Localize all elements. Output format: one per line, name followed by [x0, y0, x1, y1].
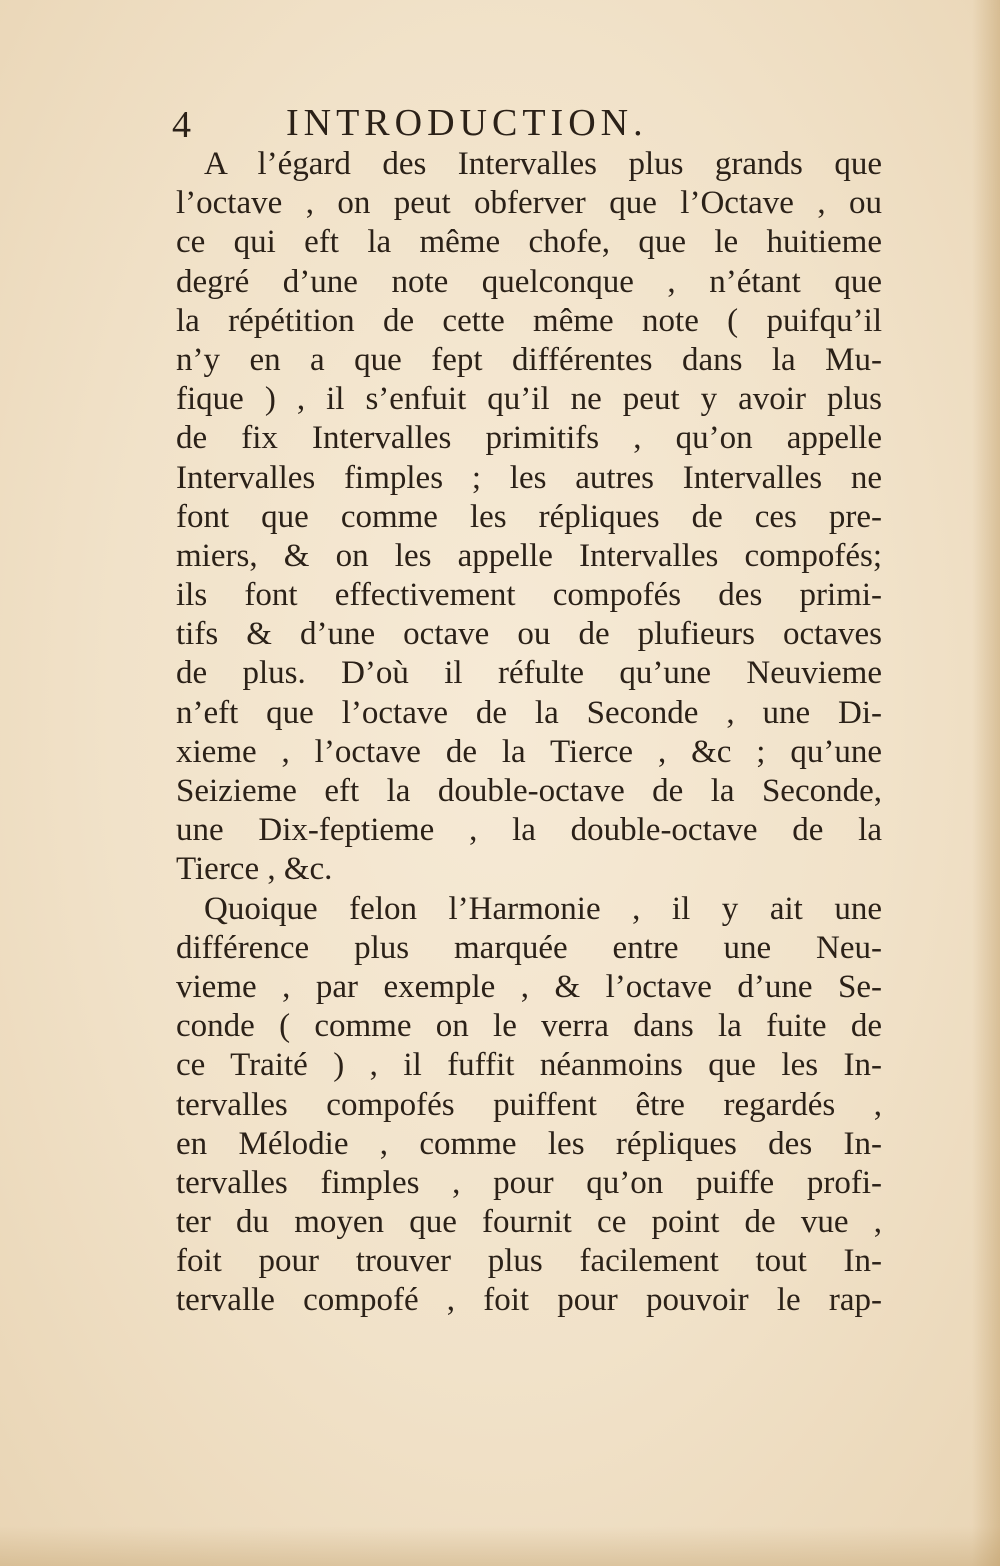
- text-line: Seizieme eft la double-octave de la Seconde,: [176, 773, 882, 809]
- text-line: vieme , par exemple , & l’octave d’une Se-: [176, 968, 882, 1005]
- running-title: INTRODUCTION.: [286, 102, 648, 144]
- text-line: conde ( comme on le verra dans la fuite de: [176, 1008, 882, 1045]
- text-line: l’octave , on peut obferver que l’Octave , ou: [176, 185, 882, 222]
- text-line: Quoique felon l’Harmonie , il y ait une: [204, 890, 882, 927]
- text-line: foit pour trouver plus facilement tout In-: [176, 1243, 882, 1280]
- text-line: en Mélodie , comme les répliques des In-: [176, 1125, 882, 1162]
- text-line: ils font effectivement compofés des primi-: [176, 577, 882, 614]
- text-line: ce Traité ) , il fuffit néanmoins que les In-: [176, 1047, 882, 1084]
- text-line: ter du moyen que fournit ce point de vue ,: [176, 1204, 882, 1241]
- text-line: Intervalles fimples ; les autres Intervalles ne: [176, 459, 882, 496]
- text-line: de plus. D’où il réfulte qu’une Neuvieme: [176, 655, 882, 692]
- text-line: n’eft que l’octave de la Seconde , une Di-: [176, 694, 882, 731]
- text-line: n’y en a que fept différentes dans la Mu-: [176, 341, 882, 378]
- page-bottom-shadow: [0, 1526, 1000, 1566]
- text-line: degré d’une note quelconque , n’étant que: [176, 263, 882, 300]
- text-line: xieme , l’octave de la Tierce , &c ; qu’une: [176, 733, 882, 770]
- text-line: de fix Intervalles primitifs , qu’on appelle: [176, 420, 882, 457]
- text-line: A l’égard des Intervalles plus grands que: [204, 146, 882, 182]
- page-number: 4: [172, 104, 191, 146]
- text-line: tifs & d’une octave ou de plufieurs octaves: [176, 616, 882, 653]
- text-line: une Dix-feptieme , la double-octave de la: [176, 812, 882, 849]
- text-line: tervalles compofés puiffent être regardés ,: [176, 1086, 882, 1123]
- text-line: différence plus marquée entre une Neu-: [176, 929, 882, 966]
- text-line: miers, & on les appelle Intervalles compofés;: [176, 537, 882, 574]
- text-line: la répétition de cette même note ( puifqu’il: [176, 302, 882, 339]
- body-text: [176, 145, 882, 1321]
- text-line: tervalle compofé , foit pour pouvoir le rap-: [176, 1282, 882, 1319]
- text-line: ce qui eft la même chofe, que le huitieme: [176, 224, 882, 261]
- text-line: Tierce , &c.: [176, 851, 333, 888]
- text-line: fique ) , il s’enfuit qu’il ne peut y avoir plus: [176, 381, 882, 418]
- text-line: tervalles fimples , pour qu’on puiffe profi-: [176, 1164, 882, 1201]
- page-edge-shadow: [972, 0, 1000, 1566]
- text-line: font que comme les répliques de ces pre-: [176, 498, 882, 535]
